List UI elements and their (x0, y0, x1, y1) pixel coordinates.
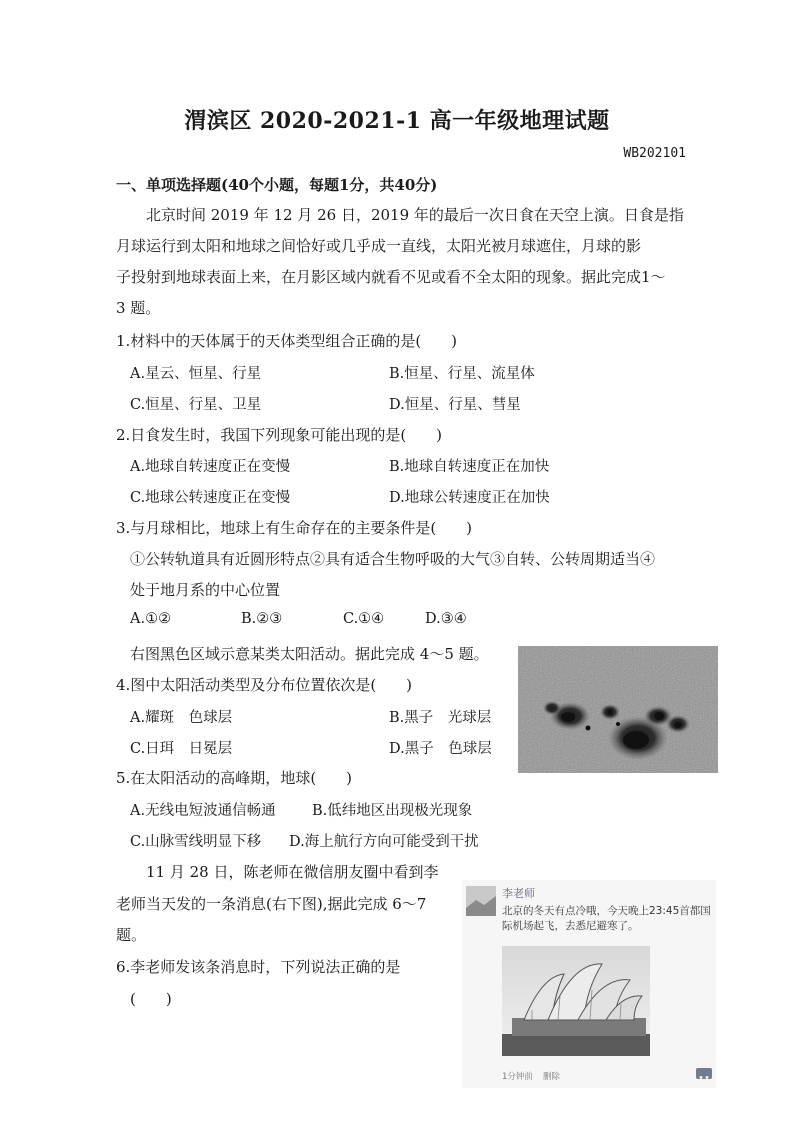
exam-code: WB202101 (623, 146, 686, 161)
q4-option-d: D.黑子 色球层 (389, 741, 492, 757)
intro3-line1: 11 月 28 日，陈老师在微信朋友圈中看到李 (146, 863, 439, 881)
q1-stem: 1.材料中的天体属于的天体类型组合正确的是( ) (116, 332, 458, 350)
q3-option-c: C.①④ (343, 611, 385, 627)
q1-option-c: C.恒星、行星、卫星 (130, 397, 262, 413)
q4-option-a: A.耀斑 色球层 (130, 710, 233, 726)
q3-option-b: B.②③ (241, 611, 283, 627)
q5-option-b: B.低纬地区出现极光现象 (312, 803, 473, 819)
wechat-post (462, 880, 716, 1088)
delete-link[interactable]: 删除 (542, 1072, 560, 1082)
q2-option-d: D.地球公转速度正在加快 (389, 490, 550, 506)
avatar (466, 886, 496, 916)
intro1-line4: 3 题。 (116, 299, 161, 317)
post-time: 1分钟前 (502, 1072, 533, 1082)
q6-stem: 6.李老师发该条消息时，下列说法正确的是 (116, 958, 401, 976)
q6-blank: ( ) (130, 990, 172, 1008)
q1-option-d: D.恒星、行星、彗星 (389, 397, 521, 413)
q1-option-b: B.恒星、行星、流星体 (389, 366, 535, 382)
q2-option-a: A.地球自转速度正在变慢 (130, 459, 291, 475)
q5-option-c: C.山脉雪线明显下移 (130, 834, 262, 850)
section-heading: 一、单项选择题(40个小题，每题1分，共40分) (116, 176, 438, 194)
page-title: 渭滨区 2020-2021-1 高一年级地理试题 (184, 108, 610, 134)
intro3-line2: 老师当天发的一条消息(右下图),据此完成 6～7 (116, 895, 427, 913)
q3-option-d: D.③④ (425, 611, 467, 627)
q2-option-c: C.地球公转速度正在变慢 (130, 490, 291, 506)
comment-icon[interactable] (696, 1068, 712, 1079)
intro1-line2: 月球运行到太阳和地球之间恰好或几乎成一直线，太阳光被月球遮住，月球的影 (116, 237, 642, 255)
q5-stem: 5.在太阳活动的高峰期，地球( ) (116, 769, 353, 787)
q3-stem: 3.与月球相比，地球上有生命存在的主要条件是( ) (116, 519, 473, 537)
q4-option-c: C.日珥 日冕层 (130, 741, 233, 757)
post-message: 北京的冬天有点冷哦，今天晚上23:45首都国际机场起飞，去悉尼避寒了。 (502, 905, 711, 932)
q2-option-b: B.地球自转速度正在加快 (389, 459, 550, 475)
q3-conditions-line1: ①公转轨道具有近圆形特点②具有适合生物呼吸的大气③自转、公转周期适当④ (130, 550, 656, 568)
q1-option-a: A.星云、恒星、行星 (130, 366, 262, 382)
q4-stem: 4.图中太阳活动类型及分布位置依次是( ) (116, 676, 413, 694)
intro1-line1: 北京时间 2019 年 12 月 26 日，2019 年的最后一次日食在天空上演。日食是指 (146, 206, 684, 224)
q5-option-a: A.无线电短波通信畅通 (130, 803, 276, 819)
q2-stem: 2.日食发生时，我国下列现象可能出现的是( ) (116, 426, 443, 444)
poster-name: 李老师 (502, 887, 535, 900)
intro1-line3: 子投射到地球表面上来，在月影区域内就看不见或看不全太阳的现象。据此完成1～ (116, 268, 666, 286)
intro2: 右图黑色区域示意某类太阳活动。据此完成 4～5 题。 (130, 645, 489, 663)
sunspot-image (518, 646, 718, 773)
post-footer (502, 1070, 560, 1082)
q5-option-d: D.海上航行方向可能受到干扰 (289, 834, 479, 850)
q3-option-a: A.①② (130, 611, 172, 627)
opera-house-photo (502, 946, 650, 1056)
intro3-line3: 题。 (116, 926, 147, 944)
q3-conditions-line2: 处于地月系的中心位置 (130, 581, 281, 599)
q4-option-b: B.黑子 光球层 (389, 710, 492, 726)
